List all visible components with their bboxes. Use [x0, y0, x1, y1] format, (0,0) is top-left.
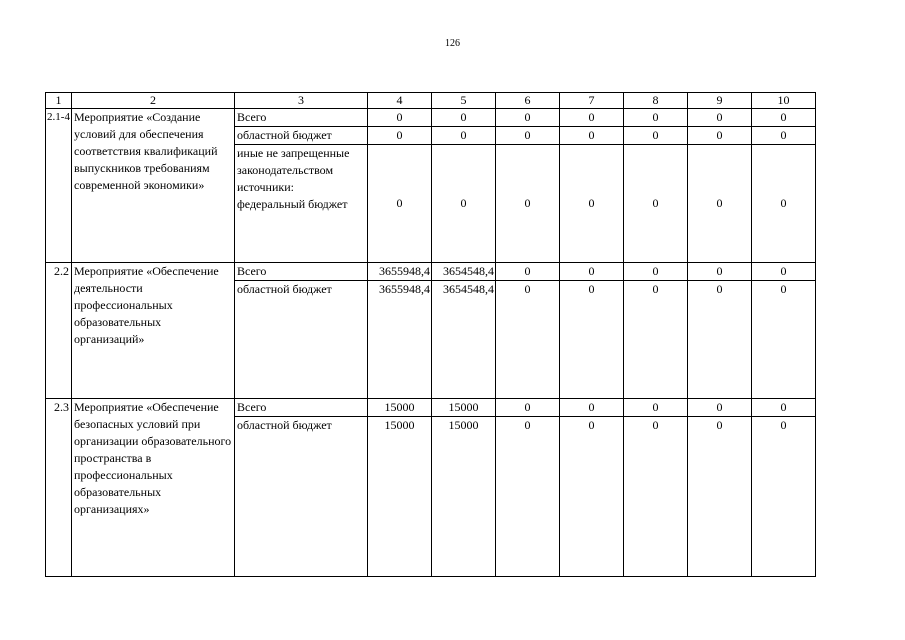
value-cell: 0: [560, 127, 624, 145]
value-cell: 0: [496, 263, 560, 281]
table-row: [46, 399, 816, 417]
value-cell: 0: [688, 145, 752, 263]
value-cell: 0: [560, 109, 624, 127]
funding-source: областной бюджет: [235, 127, 368, 145]
value-cell: 0: [624, 145, 688, 263]
value-cell: 0: [560, 281, 624, 399]
value-cell: 0: [560, 417, 624, 577]
row-index: 2.3: [46, 399, 72, 577]
value-cell: 0: [496, 109, 560, 127]
value-cell: 0: [688, 127, 752, 145]
value-cell: 0: [688, 281, 752, 399]
value-cell: 15000: [432, 399, 496, 417]
value-cell: 0: [432, 109, 496, 127]
header-cell: 6: [496, 93, 560, 109]
value-cell: 3654548,4: [432, 263, 496, 281]
header-cell: 1: [46, 93, 72, 109]
value-cell: 3655948,4: [368, 281, 432, 399]
page-number: 126: [445, 38, 460, 49]
value-cell: 0: [752, 263, 816, 281]
value-cell: 0: [624, 127, 688, 145]
value-cell: 0: [752, 127, 816, 145]
value-cell: 0: [432, 127, 496, 145]
value-cell: 0: [624, 263, 688, 281]
value-cell: 0: [688, 417, 752, 577]
value-cell: 0: [496, 127, 560, 145]
value-cell: 3655948,4: [368, 263, 432, 281]
value-cell: 0: [368, 109, 432, 127]
value-cell: 0: [752, 399, 816, 417]
funding-source: областной бюджет: [235, 281, 368, 399]
measure-title: Мероприятие «Обеспечение деятельности профессиональных образовательных организаций»: [72, 263, 235, 399]
value-cell: 0: [432, 145, 496, 263]
value-cell: 0: [496, 281, 560, 399]
funding-source: областной бюджет: [235, 417, 368, 577]
header-cell: 4: [368, 93, 432, 109]
header-cell: 5: [432, 93, 496, 109]
header-cell: 7: [560, 93, 624, 109]
value-cell: 0: [688, 399, 752, 417]
value-cell: 0: [560, 145, 624, 263]
header-cell: 3: [235, 93, 368, 109]
table-row: [46, 109, 816, 127]
header-row: [46, 93, 816, 109]
funding-source: Всего: [235, 263, 368, 281]
header-cell: 2: [72, 93, 235, 109]
value-cell: 0: [688, 109, 752, 127]
measure-title: Мероприятие «Создание условий для обеспечения соответствия квалификаций выпускников требованиям современной экономики»: [72, 109, 235, 263]
value-cell: 0: [624, 281, 688, 399]
header-cell: 10: [752, 93, 816, 109]
value-cell: 15000: [432, 417, 496, 577]
funding-source: иные не запрещенные законодательством источники: федеральный бюджет: [235, 145, 368, 263]
value-cell: 0: [624, 399, 688, 417]
value-cell: 0: [496, 417, 560, 577]
value-cell: 0: [624, 417, 688, 577]
header-cell: 8: [624, 93, 688, 109]
value-cell: 0: [752, 145, 816, 263]
row-index: 2.1-4: [46, 109, 72, 263]
value-cell: 0: [368, 127, 432, 145]
budget-table: [45, 92, 816, 577]
funding-source: Всего: [235, 399, 368, 417]
value-cell: 0: [368, 145, 432, 263]
value-cell: 0: [496, 399, 560, 417]
value-cell: 3654548,4: [432, 281, 496, 399]
table-row: [46, 263, 816, 281]
value-cell: 0: [496, 145, 560, 263]
measure-title: Мероприятие «Обеспечение безопасных условий при организации образовательного пространства в профессиональных образовательных организациях»: [72, 399, 235, 577]
value-cell: 0: [560, 399, 624, 417]
funding-source: Всего: [235, 109, 368, 127]
value-cell: 0: [752, 109, 816, 127]
value-cell: 15000: [368, 399, 432, 417]
value-cell: 0: [560, 263, 624, 281]
header-cell: 9: [688, 93, 752, 109]
value-cell: 15000: [368, 417, 432, 577]
value-cell: 0: [752, 417, 816, 577]
value-cell: 0: [624, 109, 688, 127]
row-index: 2.2: [46, 263, 72, 399]
value-cell: 0: [752, 281, 816, 399]
value-cell: 0: [688, 263, 752, 281]
